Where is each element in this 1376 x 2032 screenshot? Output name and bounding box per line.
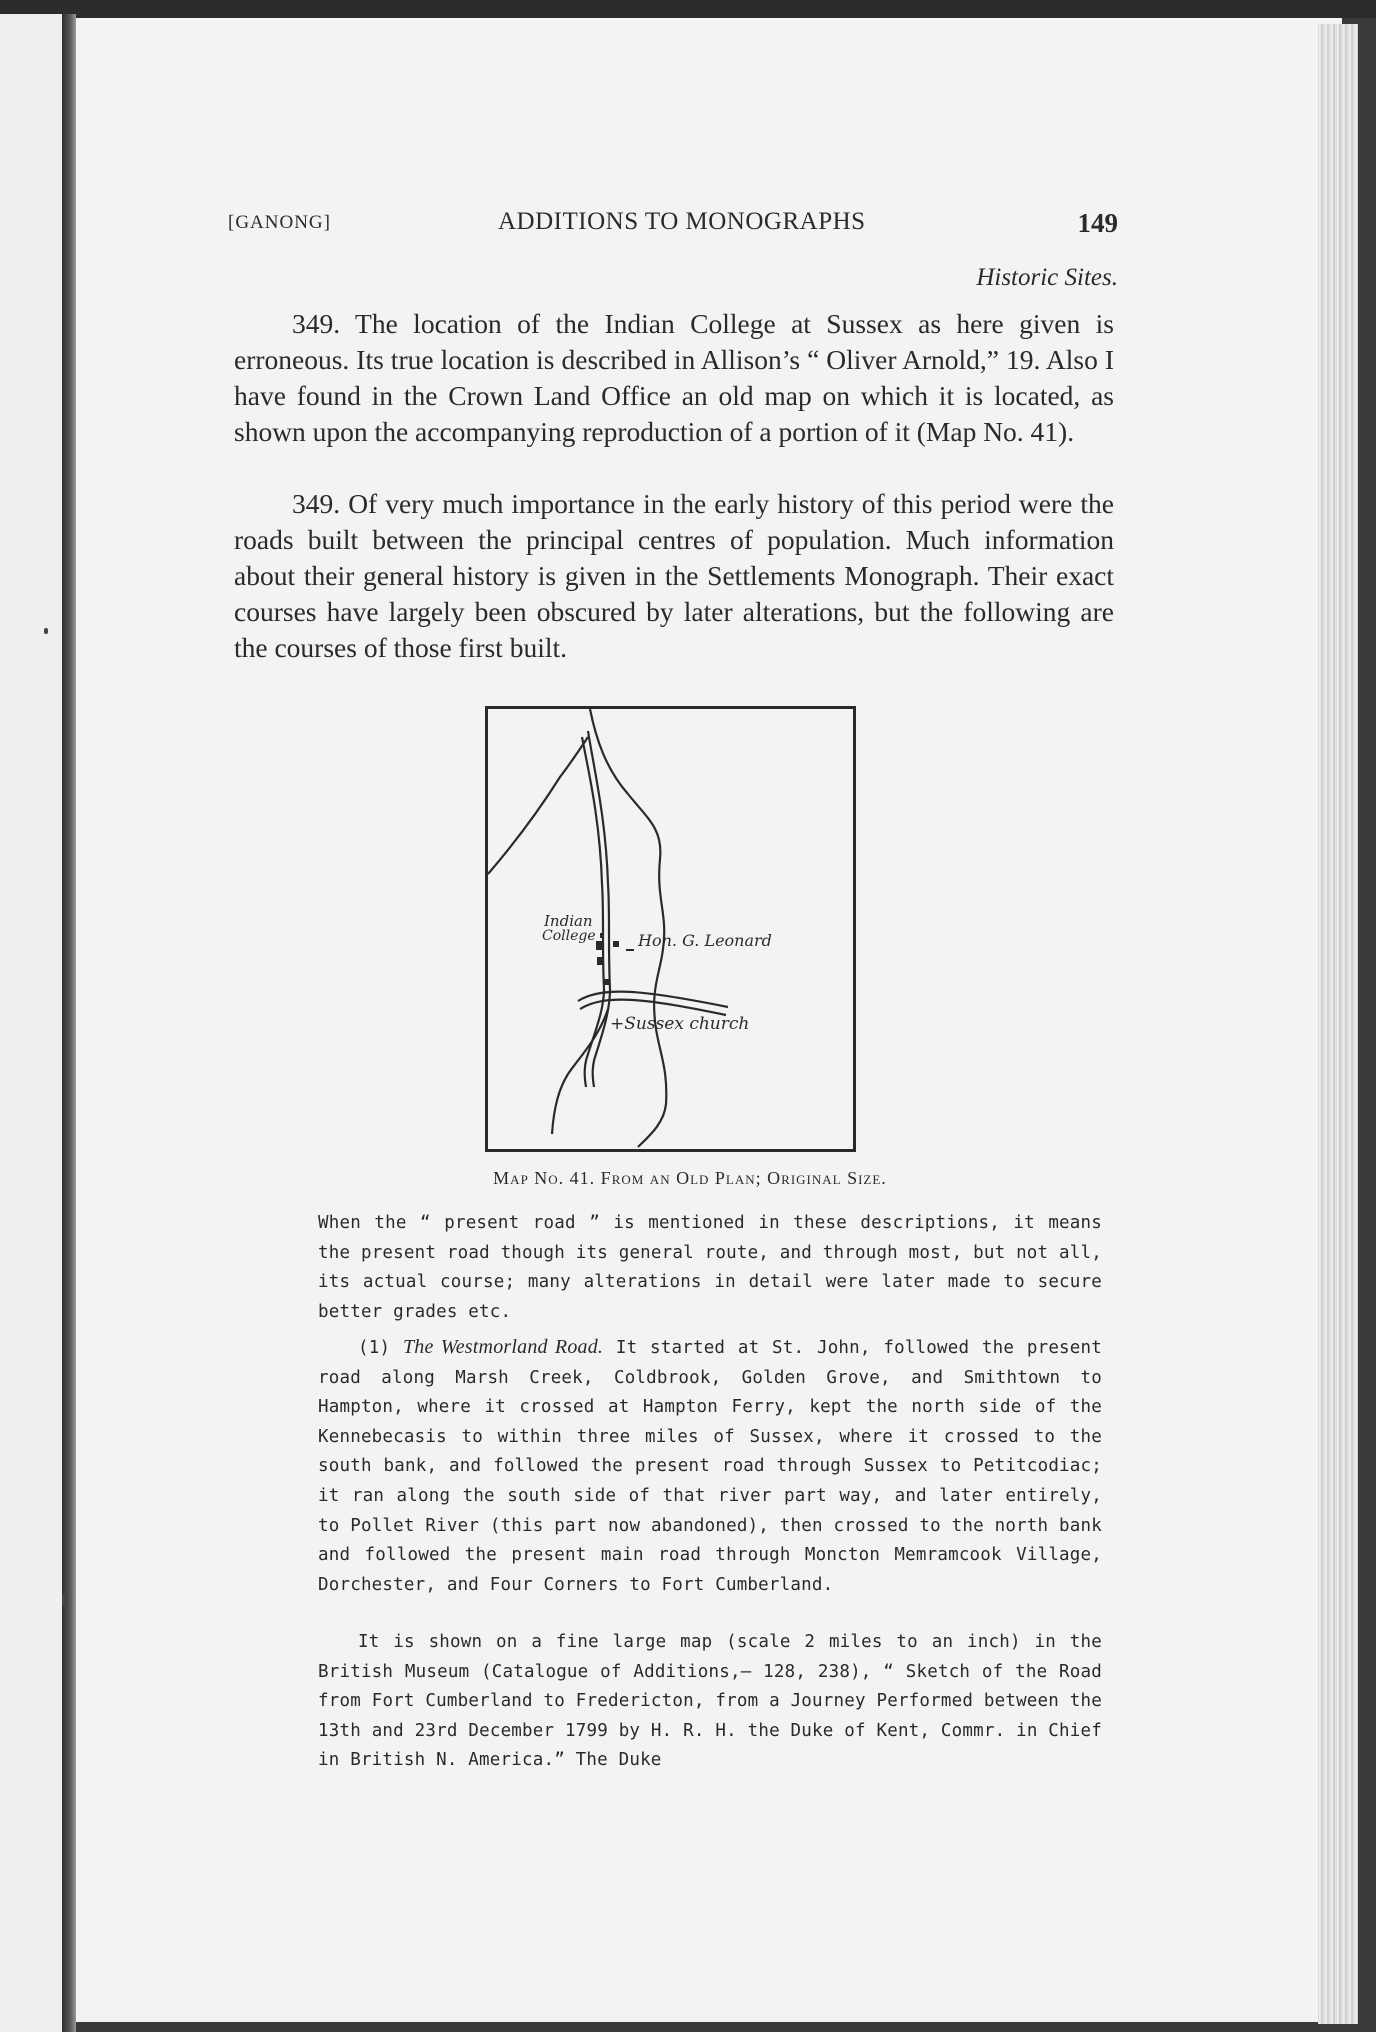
running-head — [228, 208, 1118, 248]
paragraph-349-roads — [234, 486, 1114, 666]
westmorland-road-paragraph — [318, 1333, 1102, 1600]
boundary-line-east — [590, 709, 666, 1147]
scan-top-border — [0, 0, 1376, 18]
margin-speck — [44, 628, 48, 634]
note-present-road — [318, 1209, 1102, 1327]
author-tag: [GANONG] — [228, 212, 331, 233]
page-stack-edges — [1318, 24, 1358, 2024]
margin-speck — [62, 1594, 67, 1606]
note-text: When the “ present road ” is mentioned in these descriptions, it means the present road though its general route, and through most, but not all, its actual course; many alterations in detail were later made to secure better grades etc. — [318, 1213, 1102, 1322]
building-marker — [600, 933, 604, 938]
road-east-west — [578, 992, 728, 1007]
building-marker — [613, 941, 619, 947]
paragraph-text: 349. Of very much importance in the early history of this period were the roads built between the principal centres of population. Much information about their general history is given in the Settlements Monograph. Their exact courses have largely been obscured by later alterations, but the following are the courses of those first built. — [234, 488, 1114, 663]
paragraph-text: 349. The location of the Indian College at Sussex as here given is erroneous. Its true location is described in Allison’s “ Oliver Arnold,” 19. Also I have found in the Crown Land Office an old map on which it is located, as shown upon the accompanying reproduction of a portion of it (Map No. 41). — [234, 308, 1114, 447]
map-41 — [485, 706, 856, 1152]
page-number: 149 — [1077, 208, 1118, 238]
running-title: ADDITIONS TO MONOGRAPHS — [498, 208, 866, 235]
boundary-line-west — [488, 737, 588, 874]
map-label-church: +Sussex church — [610, 1014, 750, 1034]
item-number: (1) — [358, 1338, 391, 1358]
map-label-indian: Indian — [544, 912, 593, 930]
map-label-leonard: Hon. G. Leonard — [638, 931, 772, 950]
building-marker — [596, 941, 603, 950]
building-marker — [626, 949, 634, 951]
building-marker — [597, 957, 603, 965]
facing-page-edge — [0, 14, 62, 2032]
section-heading: Historic Sites. — [976, 264, 1118, 291]
british-museum-paragraph — [318, 1628, 1102, 1776]
map-label-college: College — [542, 928, 596, 944]
paragraph-349-college — [234, 306, 1114, 450]
item-title: The Westmorland Road. — [402, 1336, 604, 1358]
map-caption: Map No. 41. From an Old Plan; Original Size. — [493, 1168, 887, 1188]
map-drawing — [488, 709, 853, 1149]
stream-south-west — [552, 1009, 608, 1134]
building-marker — [604, 979, 610, 985]
item-body: It started at St. John, followed the present road along Marsh Creek, Coldbrook, Golden Grove, and Smithtown to Hampton, where it crossed at Hampton Ferry, kept the north side of the Kennebecasis to within three miles of Sussex, where it crossed to the south bank, and followed the present road through Sussex to Petitcodiac; it ran along the south side of that river part way, and later entirely, to Pollet River (this part now abandoned), then crossed to the north bank and followed the present main road through Moncton Memramcook Village, Dorchester, and Four Corners to Fort Cumberland. — [318, 1338, 1102, 1595]
paragraph-text: It is shown on a fine large map (scale 2 miles to an inch) in the British Museum (Catalogue of Additions,— 128, 238), “ Sketch of the Road from Fort Cumberland to Fredericton, from a Journey Performed between the 13th and 23rd December 1799 by H. R. H. the Duke of Kent, Commr. in Chief in British N. America.” The Duke — [318, 1632, 1102, 1771]
book-gutter — [62, 14, 76, 2032]
